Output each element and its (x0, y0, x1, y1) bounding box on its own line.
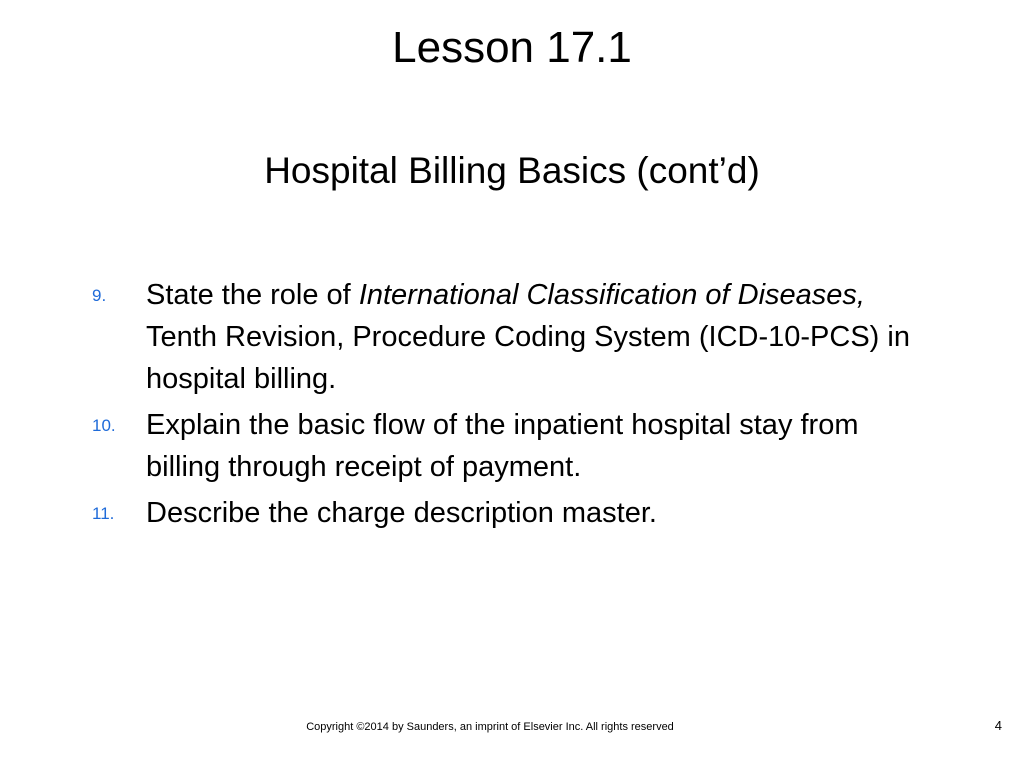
objective-text-end: Tenth Revision, Procedure Coding System (ICD-10-PCS) in hospital billing. (146, 321, 910, 395)
list-item (92, 404, 932, 488)
list-item (92, 492, 932, 534)
objective-text: Explain the basic flow of the inpatient hospital stay from billing through receipt of payment. (146, 409, 859, 483)
objective-italic-text: International Classification of Diseases, (358, 279, 865, 311)
list-item (92, 274, 932, 400)
objective-text (146, 279, 910, 395)
objective-number: 9. (92, 286, 107, 305)
objective-text-start: State the role of (146, 279, 359, 311)
slide-subtitle: Hospital Billing Basics (cont’d) (264, 150, 760, 191)
objective-number: 10. (92, 416, 116, 435)
page-number: 4 (994, 718, 1002, 733)
objectives-list (92, 274, 932, 538)
objective-number: 11. (92, 504, 115, 523)
objective-text: Describe the charge description master. (146, 497, 657, 529)
slide-title: Lesson 17.1 (392, 23, 632, 72)
copyright-footer: Copyright ©2014 by Saunders, an imprint of Elsevier Inc. All rights reserved (306, 721, 674, 733)
